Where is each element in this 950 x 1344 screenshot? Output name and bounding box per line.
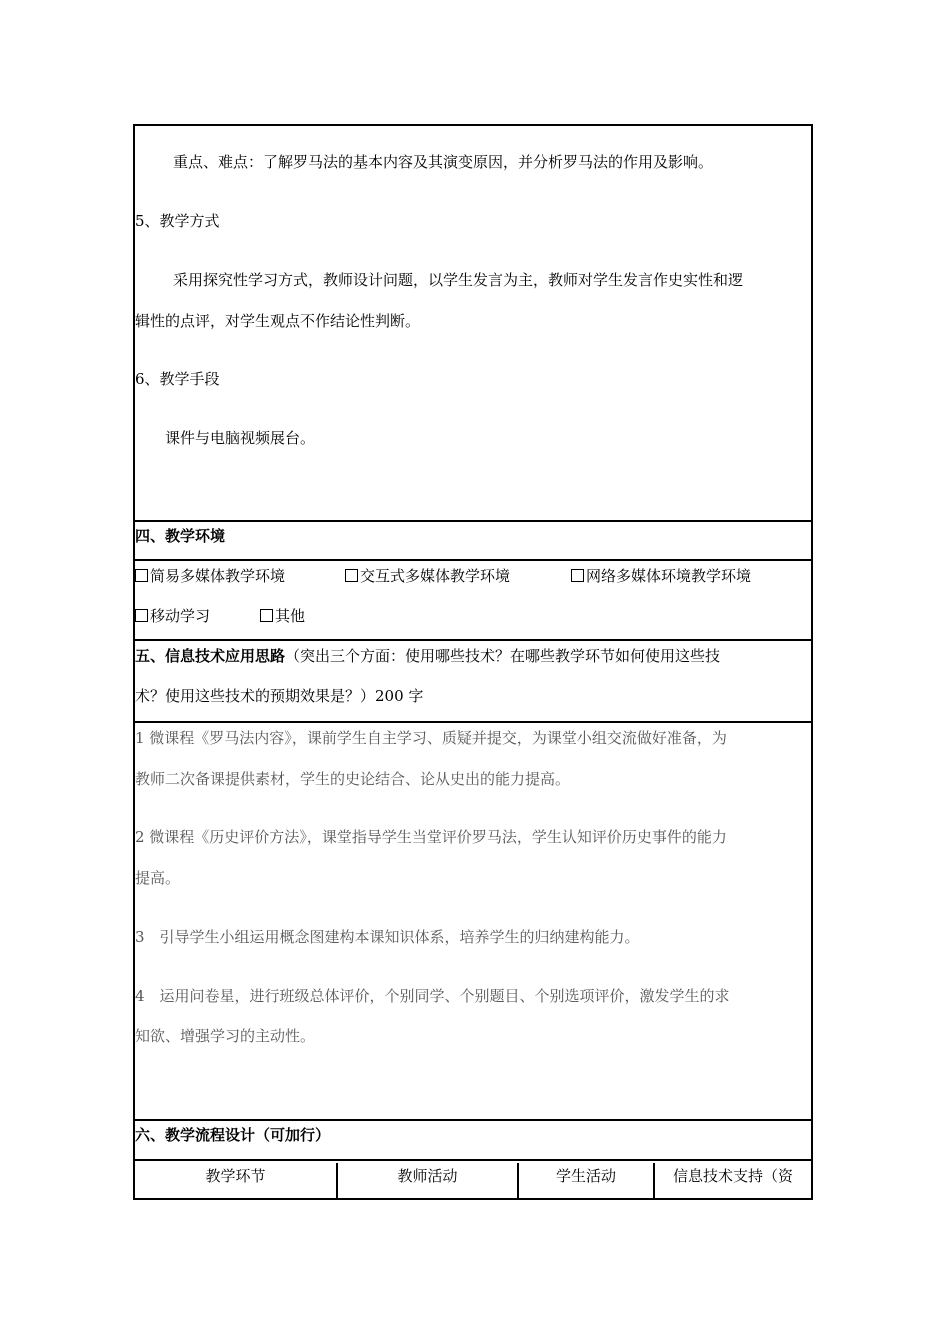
- lesson-plan-table: [133, 124, 813, 1200]
- it-point-3: 3 引导学生小组运用概念图建构本课知识体系，培养学生的归纳建构能力。: [135, 928, 640, 946]
- row-divider: [135, 520, 811, 522]
- it-point-2-line-2: 提高。: [135, 869, 181, 887]
- row-divider: [135, 559, 811, 561]
- checkbox-icon: [260, 609, 273, 622]
- section-title-environment: 四、教学环境: [135, 527, 226, 545]
- section-title-it-approach-line2: 术？使用这些技术的预期效果是？）200 字: [135, 687, 424, 705]
- option-simple-multimedia[interactable]: 简易多媒体教学环境: [135, 566, 285, 586]
- section-title-process: 六、教学流程设计（可加行）: [135, 1126, 331, 1144]
- checkbox-icon: [345, 569, 358, 582]
- it-point-1-line-2: 教师二次备课提供素材，学生的史论结合、论从史出的能力提高。: [135, 770, 571, 788]
- option-other[interactable]: 其他: [260, 606, 305, 626]
- method-line-1: 采用探究性学习方式，教师设计问题，以学生发言为主，教师对学生发言作史实性和逻: [173, 271, 744, 289]
- it-point-2-line-1: 2 微课程《历史评价方法》，课堂指导学生当堂评价罗马法，学生认知评价历史事件的能力: [135, 828, 727, 846]
- key-points: 重点、难点：了解罗马法的基本内容及其演变原因，并分析罗马法的作用及影响。: [173, 153, 714, 171]
- checkbox-icon: [571, 569, 584, 582]
- it-point-4-line-2: 知欲、增强学习的主动性。: [135, 1027, 316, 1045]
- it-point-4-line-1: 4 运用问卷星，进行班级总体评价，个别同学、个别题目、个别选项评价，激发学生的求: [135, 987, 730, 1005]
- option-interactive-multimedia[interactable]: 交互式多媒体教学环境: [345, 566, 510, 586]
- heading-teaching-means: 6、教学手段: [135, 370, 220, 388]
- it-point-1-line-1: 1 微课程《罗马法内容》，课前学生自主学习、质疑并提交，为课堂小组交流做好准备，为: [135, 729, 727, 747]
- teaching-means: 课件与电脑视频展台。: [165, 429, 316, 447]
- column-header-it-support: 信息技术支持（资: [672, 1167, 793, 1185]
- heading-teaching-method: 5、教学方式: [135, 212, 220, 230]
- checkbox-icon: [135, 609, 148, 622]
- option-network-multimedia[interactable]: 网络多媒体环境教学环境: [571, 566, 751, 586]
- row-divider: [135, 721, 811, 723]
- method-line-2: 辑性的点评，对学生观点不作结论性判断。: [135, 312, 421, 330]
- checkbox-icon: [135, 569, 148, 582]
- section-title-it-approach: 五、信息技术应用思路（突出三个方面：使用哪些技术？在哪些教学环节如何使用这些技: [135, 647, 721, 665]
- row-divider: [135, 639, 811, 641]
- column-header-student: 学生活动: [555, 1167, 616, 1185]
- column-header-teacher: 教师活动: [397, 1167, 458, 1185]
- option-mobile-learning[interactable]: 移动学习: [135, 606, 210, 626]
- row-divider: [135, 1159, 811, 1161]
- column-header-stage: 教学环节: [205, 1167, 266, 1185]
- row-divider: [135, 1119, 811, 1121]
